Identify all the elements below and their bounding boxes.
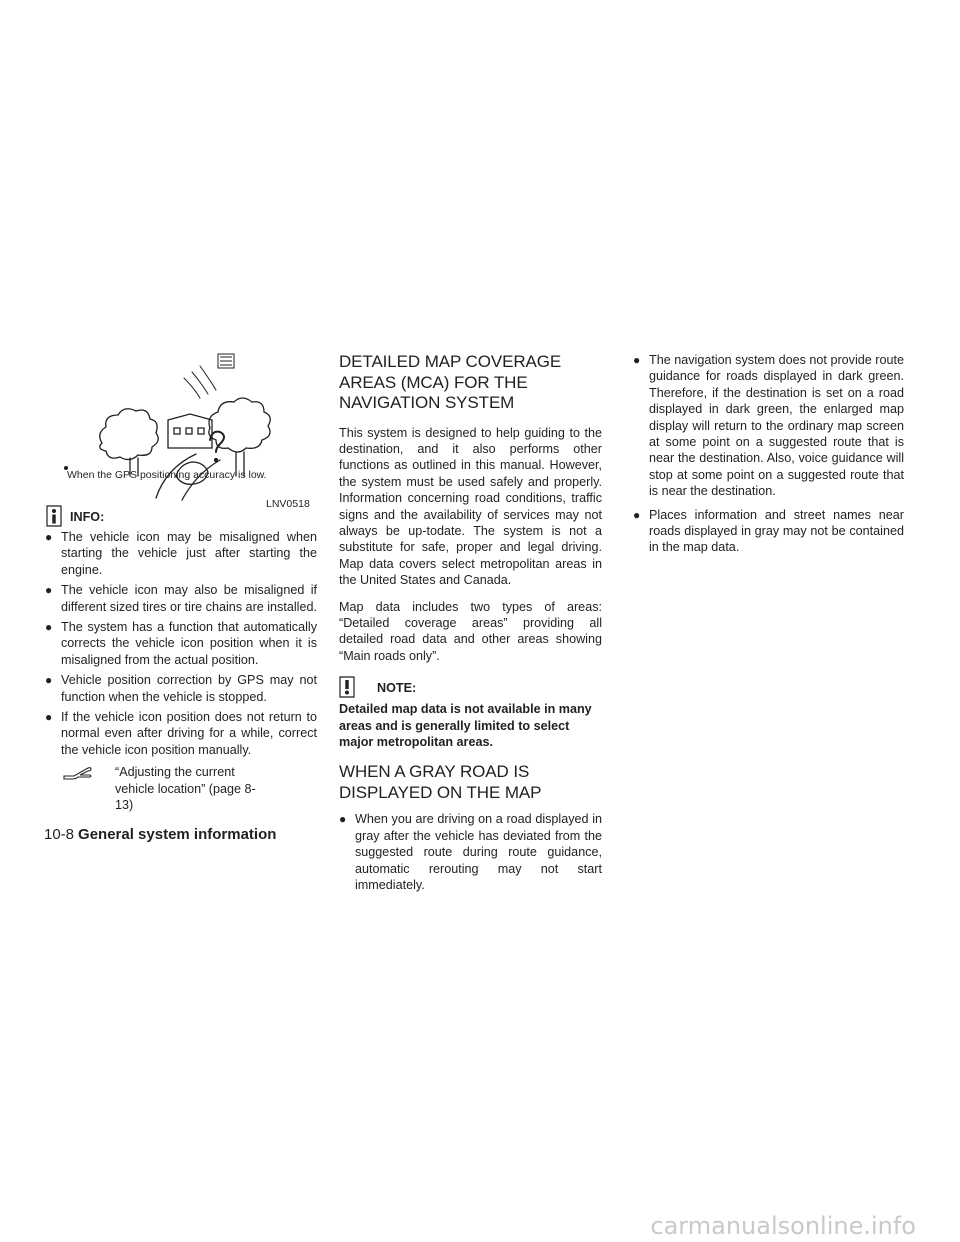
gray-road-continued — [633, 352, 904, 556]
mca-paragraph-2: Map data includes two types of areas: “Detailed coverage areas” providing all detailed road data and other areas showing “Main roads only”. — [339, 599, 602, 663]
gps-illustration — [60, 348, 310, 508]
list-item: ● Vehicle position correction by GPS may not function when the vehicle is stopped. — [45, 673, 317, 704]
list-item: ● When you are driving on a road displayed in gray after the vehicle has deviated from the suggested route during route guidance, automatic rerouting may not start immediately. — [339, 812, 602, 893]
figure-caption: When the GPS positioning accuracy is low. — [67, 469, 267, 481]
page-footer — [44, 826, 276, 844]
page-reference[interactable]: “Adjusting the current vehicle location” (page 8-13) — [45, 764, 265, 813]
list-item: ● The navigation system does not provide route guidance for roads displayed in dark green. Therefore, if the destination is set on a road displayed in dark green, the enlarged map display will return to the ordinary map screen at some point on a suggested route that is near the destination. Also, voice guidance will stop at some point on a suggested route that is near the destination. — [633, 353, 904, 499]
bullet-icon: ● — [45, 620, 53, 635]
bullet-icon: ● — [633, 353, 641, 367]
watermark: carmanualsonline.info — [650, 1211, 916, 1240]
chapter-title: General system information — [78, 826, 277, 843]
list-item: ● The vehicle icon may be misaligned when starting the vehicle just after starting the engine. — [45, 530, 317, 577]
mca-paragraph-1: This system is designed to help guiding to the destination, and it also performs other functions as outlined in this manual. However, the system must be used safely and properly. Information concerning road conditions, traffic signs and the availability of services may not always be up-todate. The system is not a substitute for safe, proper and legal driving. Map data covers select metropolitan areas in the United States and Canada. — [339, 425, 602, 588]
bullet-icon: ● — [45, 673, 53, 688]
note-heading: NOTE: — [377, 681, 417, 696]
list-item: ● If the vehicle icon position does not return to normal even after driving for a while, correct the vehicle icon position manually. — [45, 710, 317, 757]
bullet-icon: ● — [633, 507, 641, 522]
figure-code: LNV0518 — [266, 498, 310, 510]
bullet-icon: ● — [339, 812, 347, 827]
bullet-icon: ● — [45, 530, 53, 544]
pointing-hand-icon — [63, 764, 93, 780]
bullet-icon: ● — [45, 710, 53, 725]
note-header — [339, 676, 602, 698]
info-heading: INFO: — [70, 510, 105, 524]
gray-road-heading: WHEN A GRAY ROAD IS DISPLAYED ON THE MAP — [339, 762, 542, 802]
mca-heading: DETAILED MAP COVERAGE AREAS (MCA) FOR THE NAVIGATION SYSTEM — [339, 352, 562, 412]
info-icon — [46, 505, 62, 527]
page-number: 10-8 — [44, 826, 75, 843]
list-item: ● Places information and street names near roads displayed in gray may not be contained in the map data. — [633, 507, 904, 555]
note-text: Detailed map data is not available in many areas and is generally limited to select major metropolitan areas. — [339, 702, 592, 749]
mca-section — [339, 352, 602, 893]
note-icon — [339, 676, 355, 698]
list-item: ● The vehicle icon may also be misaligned if different sized tires or tire chains are installed. — [45, 583, 317, 614]
bullet-icon: ● — [45, 583, 53, 598]
list-item: ● The system has a function that automatically corrects the vehicle icon position when it is misaligned from the actual position. — [45, 620, 317, 667]
info-bullet-list — [45, 529, 317, 814]
